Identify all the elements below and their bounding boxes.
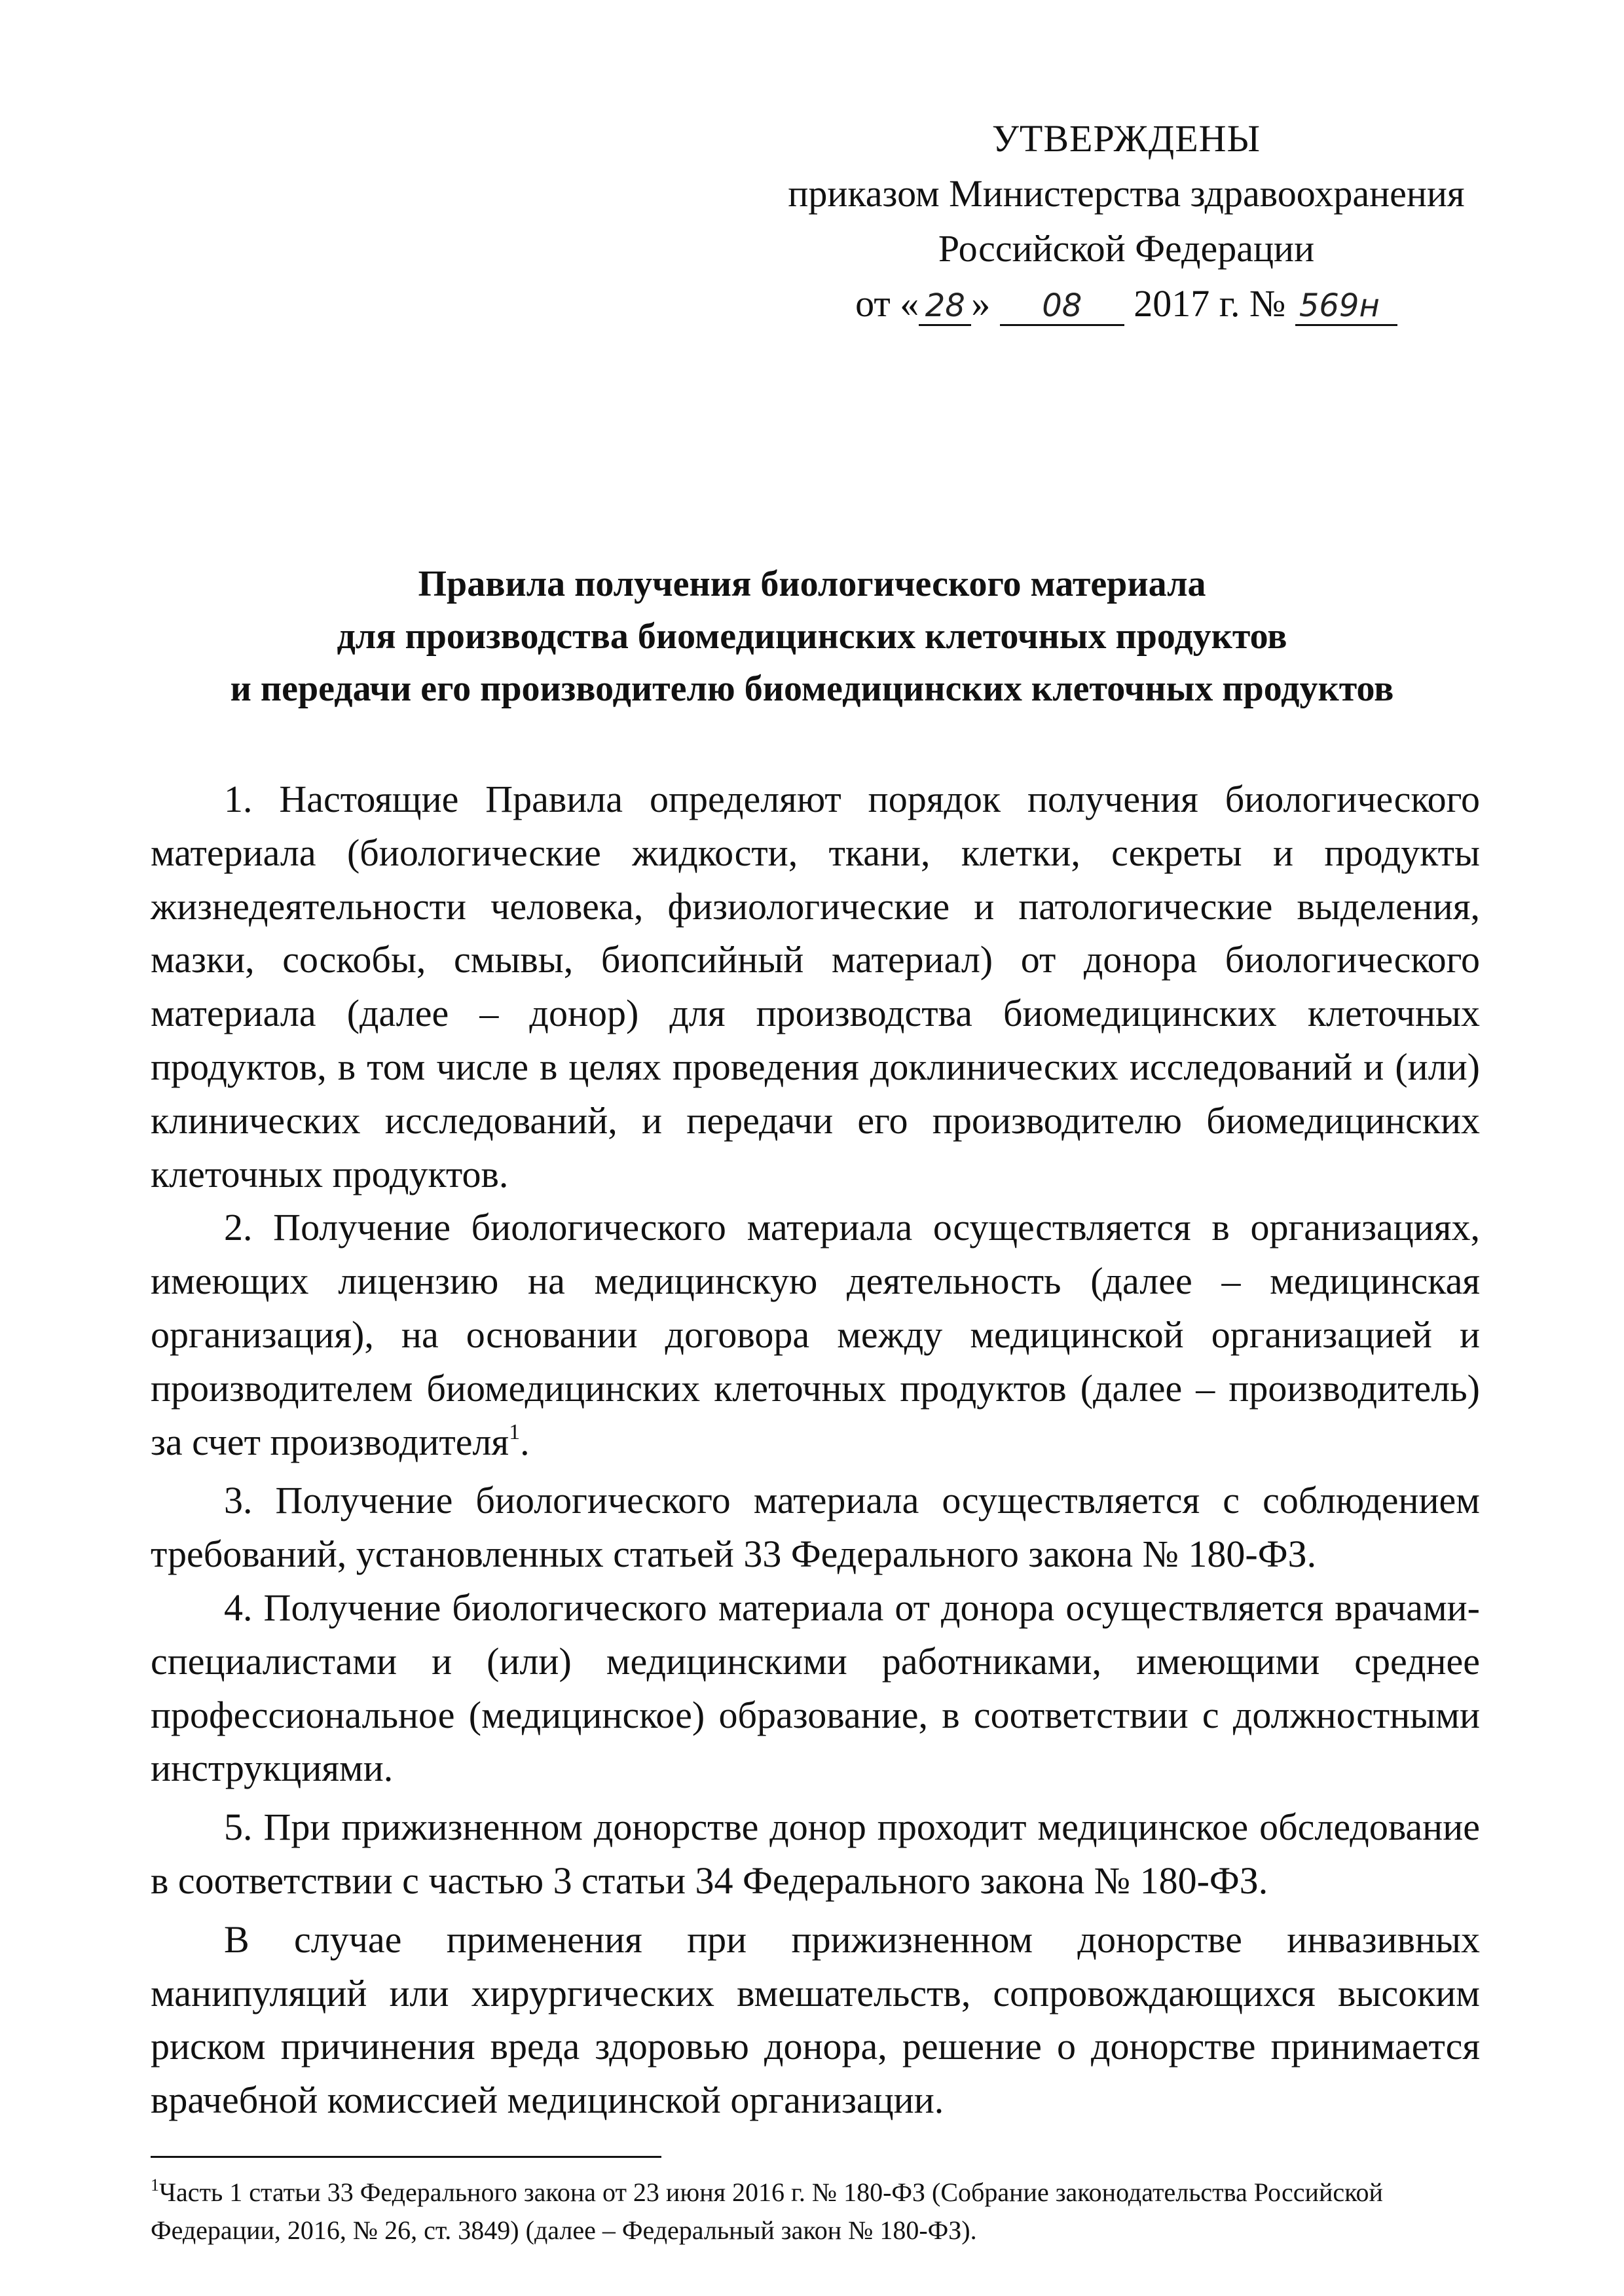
footnote-line-1 xyxy=(151,2174,1480,2212)
footnote-text-1: Часть 1 статьи 33 Федерального закона от 23 июня 2016 г. № 180-ФЗ (Собрание законодательства Российской xyxy=(159,2178,1383,2207)
paragraph-line: врачебной комиссией медицинской организации. xyxy=(151,2079,944,2122)
paragraph-2-end: . xyxy=(520,1420,530,1463)
paragraph-line: клеточных продуктов. xyxy=(151,1152,509,1195)
paragraph-line: риском причинения вреда здоровью донора, решение о донорстве принимается xyxy=(151,2025,1480,2068)
footnote xyxy=(151,2174,1480,2250)
handwritten-month: 08 xyxy=(1000,287,1124,326)
footnote-reference: 1 xyxy=(509,1419,521,1444)
paragraph-4 xyxy=(151,1581,1480,1795)
paragraph-line: производителем биомедицинских клеточных продуктов (далее – производитель) xyxy=(151,1366,1480,1410)
document-title xyxy=(144,558,1480,715)
paragraph-line: в соответствии с частью 3 статьи 34 Федерального закона № 180-ФЗ. xyxy=(151,1859,1268,1902)
footnote-divider xyxy=(151,2156,661,2158)
paragraph-3 xyxy=(151,1474,1480,1581)
paragraph-6 xyxy=(151,1913,1480,2127)
paragraph-line: специалистами и (или) медицинскими работниками, имеющими среднее xyxy=(151,1639,1480,1683)
paragraph-line: 1. Настоящие Правила определяют порядок получения биологического xyxy=(224,778,1480,820)
paragraph-line: жизнедеятельности человека, физиологические и патологические выделения, xyxy=(151,884,1480,928)
date-year: 2017 г. № xyxy=(1134,282,1286,325)
document-body xyxy=(151,773,1480,2127)
paragraph-line: 4. Получение биологического материала от донора осуществляется врачами- xyxy=(224,1586,1480,1629)
paragraph-line: продуктов, в том числе в целях проведения доклинических исследований и (или) xyxy=(151,1045,1480,1088)
date-mid: » xyxy=(971,282,991,325)
paragraph-line: клинических исследований, и передачи его производителю биомедицинских xyxy=(151,1099,1480,1142)
approval-order-line: приказом Министерства здравоохранения xyxy=(788,172,1465,215)
paragraph-line: мазки, соскобы, смывы, биопсийный материал) от донора биологического xyxy=(151,938,1480,981)
paragraph-line: 5. При прижизненном донорстве донор проходит медицинское обследование xyxy=(224,1806,1480,1849)
footnote-marker: 1 xyxy=(151,2176,159,2195)
paragraph-line: 3. Получение биологического материала осуществляется с соблюдением xyxy=(224,1479,1480,1522)
date-prefix: от « xyxy=(855,282,919,325)
paragraph-2 xyxy=(151,1201,1480,1468)
footnote-line-2: Федерации, 2016, № 26, ст. 3849) (далее – Федеральный закон № 180-ФЗ). xyxy=(151,2215,977,2245)
paragraph-line: имеющих лицензию на медицинскую деятельность (далее – медицинская xyxy=(151,1260,1480,1303)
paragraph-5 xyxy=(151,1800,1480,1908)
handwritten-order-number: 569н xyxy=(1295,287,1397,326)
paragraph-line: профессиональное (медицинское) образование, в соответствии с должностными xyxy=(151,1693,1480,1736)
approval-country-line: Российской Федерации xyxy=(938,227,1315,270)
paragraph-line: материала (далее – донор) для производства биомедицинских клеточных xyxy=(151,992,1480,1035)
title-line-1: Правила получения биологического материала xyxy=(418,564,1206,604)
paragraph-line: инструкциями. xyxy=(151,1747,394,1790)
approval-block xyxy=(779,111,1473,331)
paragraph-line: материала (биологические жидкости, ткани, клетки, секреты и продукты xyxy=(151,831,1480,874)
paragraph-line: организация), на основании договора между медицинской организацией и xyxy=(151,1313,1480,1356)
paragraph-line xyxy=(151,1415,1480,1469)
paragraph-line: манипуляций или хирургических вмешательств, сопровождающихся высоким xyxy=(151,1971,1480,2014)
paragraph-2-last-text: за счет производителя xyxy=(151,1420,509,1463)
paragraph-line: В случае применения при прижизненном донорстве инвазивных xyxy=(224,1918,1480,1961)
paragraph-line: требований, установленных статьей 33 Федерального закона № 180-ФЗ. xyxy=(151,1533,1317,1576)
approval-date-line xyxy=(779,276,1473,331)
paragraph-1 xyxy=(151,773,1480,1201)
paragraph-line: 2. Получение биологического материала осуществляется в организациях, xyxy=(224,1206,1480,1249)
approval-title: УТВЕРЖДЕНЫ xyxy=(991,117,1261,160)
handwritten-day: 28 xyxy=(919,287,971,326)
title-line-3: и передачи его производителю биомедицинских клеточных продуктов xyxy=(230,668,1394,709)
title-line-2: для производства биомедицинских клеточных продуктов xyxy=(337,616,1287,657)
